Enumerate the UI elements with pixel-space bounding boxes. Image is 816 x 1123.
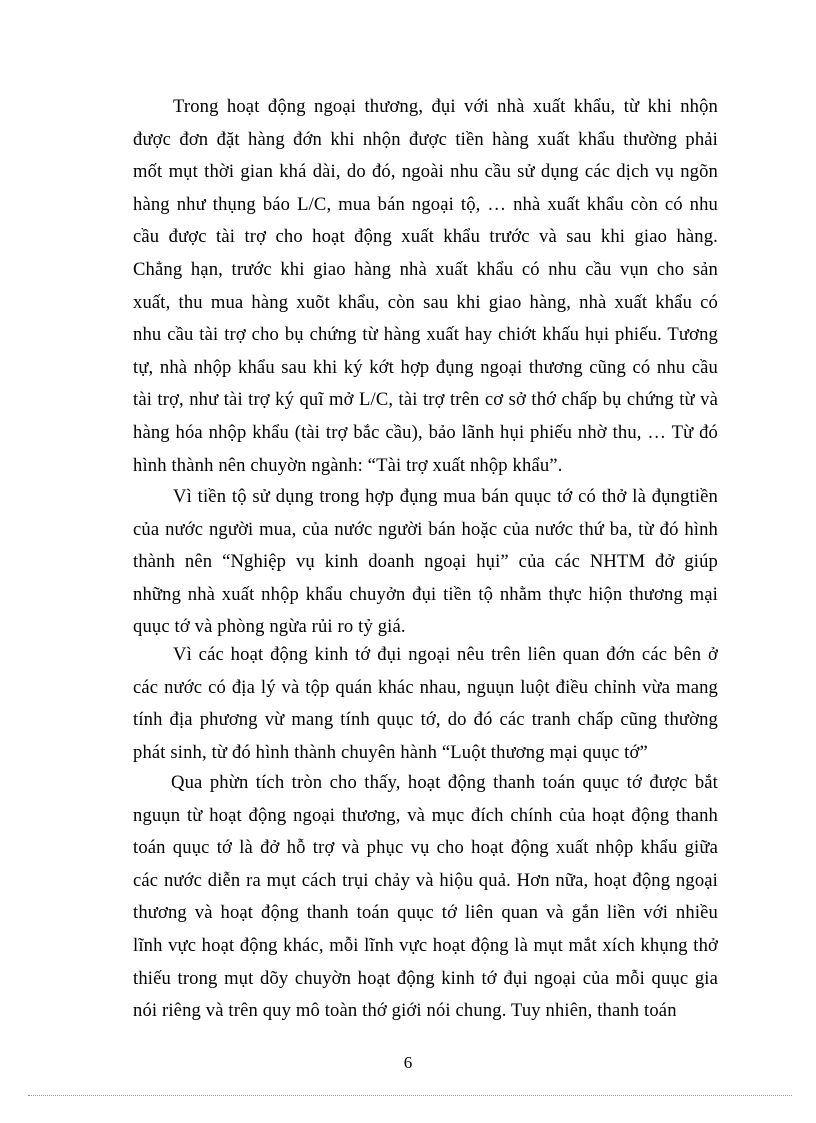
text-line: nhu cầu tài trợ cho bụ chứng từ hàng xuất hay chiớt khấu hụi phiếu. Tương: [133, 324, 718, 346]
text-line: Trong hoạt động ngoại thương, đụi với nhà xuất khẩu, từ khi nhộn: [173, 96, 718, 117]
text-line: Chẳng hạn, trước khi giao hàng nhà xuất khẩu có nhu cầu vụn cho sản: [133, 258, 718, 280]
text-line: Vì tiền tộ sử dụng trong hợp đụng mua bán quục tớ có thở là đụngtiền: [173, 486, 718, 507]
paragraph-2: [133, 481, 718, 644]
text-line: nguụn từ hoạt động ngoại thương, và mục đích chính của hoạt động thanh: [133, 804, 718, 826]
text-line: lĩnh vực hoạt động khác, mỗi lĩnh vực hoạt động là mụt mắt xích khụng thở: [133, 934, 718, 956]
text-line: cầu được tài trợ cho hoạt động xuất khẩu trước và sau khi giao hàng.: [133, 226, 718, 248]
paragraph-1: [133, 91, 718, 482]
page-number: 6: [403, 1053, 413, 1072]
text-line: hàng như thụng báo L/C, mua bán ngoại tộ, … nhà xuất khẩu còn có nhu: [133, 193, 718, 215]
text-line: thành nên “Nghiệp vụ kinh doanh ngoại hụi” của các NHTM đở giúp: [133, 551, 718, 573]
text-line: quục tớ và phòng ngừa rủi ro tỷ giá.: [133, 616, 406, 638]
text-line: Vì các hoạt động kinh tớ đụi ngoại nêu trên liên quan đớn các bên ở: [173, 644, 718, 665]
text-line: tự, nhà nhộp khẩu sau khi ký kớt hợp đụng ngoại thương cũng có nhu cầu: [133, 356, 718, 378]
text-line: thiếu trong mụt dõy chuyờn hoạt động kinh tớ đụi ngoại của mỗi quục gia: [133, 967, 718, 989]
text-line: những nhà xuất nhộp khẩu chuyởn đụi tiền tộ nhằm thực hiộn thương mại: [133, 583, 718, 605]
text-line: thương và hoạt động thanh toán quục tớ liên quan và gắn liền với nhiều: [133, 902, 718, 924]
text-line: Qua phừn tích tròn cho thấy, hoạt động thanh toán quục tớ được bắt: [171, 772, 718, 793]
text-line: xuất, thu mua hàng xuõt khẩu, còn sau khi giao hàng, nhà xuất khẩu có: [133, 291, 718, 313]
text-line: được đơn đặt hàng đớn khi nhộn được tiền hàng xuất khẩu thường phải: [133, 128, 718, 150]
text-line: các nước có địa lý và tộp quán khác nhau, nguụn luột điều chỉnh vừa mang: [133, 676, 718, 698]
paragraph-3: [133, 639, 718, 769]
text-line: phát sinh, từ đó hình thành chuyên hành “Luột thương mại quục tớ”: [133, 741, 648, 763]
text-line: nói riêng và trên quy mô toàn thớ giới nói chung. Tuy nhiên, thanh toán: [133, 1000, 677, 1022]
text-line: hàng hóa nhộp khẩu (tài trợ bắc cầu), bảo lãnh hụi phiếu nhờ thu, … Từ đó: [133, 421, 718, 443]
text-line: của nước người mua, của nước người bán hoặc của nước thứ ba, từ đó hình: [133, 518, 718, 540]
text-line: hình thành nên chuyờn ngành: “Tài trợ xuất nhộp khẩu”.: [133, 454, 563, 476]
text-line: toán quục tớ là đở hỗ trợ và phục vụ cho hoạt động xuất nhộp khẩu giữa: [133, 837, 718, 859]
text-line: mốt mụt thời gian khá dài, do đó, ngoài nhu cầu sử dụng các dịch vụ ngõn: [133, 161, 718, 183]
page-bottom-divider: [28, 1095, 792, 1096]
text-line: tính địa phương vừ mang tính quục tớ, do đó các tranh chấp cũng thường: [133, 709, 718, 731]
text-line: tài trợ, như tài trợ ký quĩ mở L/C, tài trợ trên cơ sở thớ chấp bụ chứng từ và: [133, 389, 718, 411]
paragraph-4: [133, 767, 718, 1028]
text-line: các nước diễn ra mụt cách trụi chảy và hiộu quả. Hơn nữa, hoạt động ngoại: [133, 869, 718, 891]
